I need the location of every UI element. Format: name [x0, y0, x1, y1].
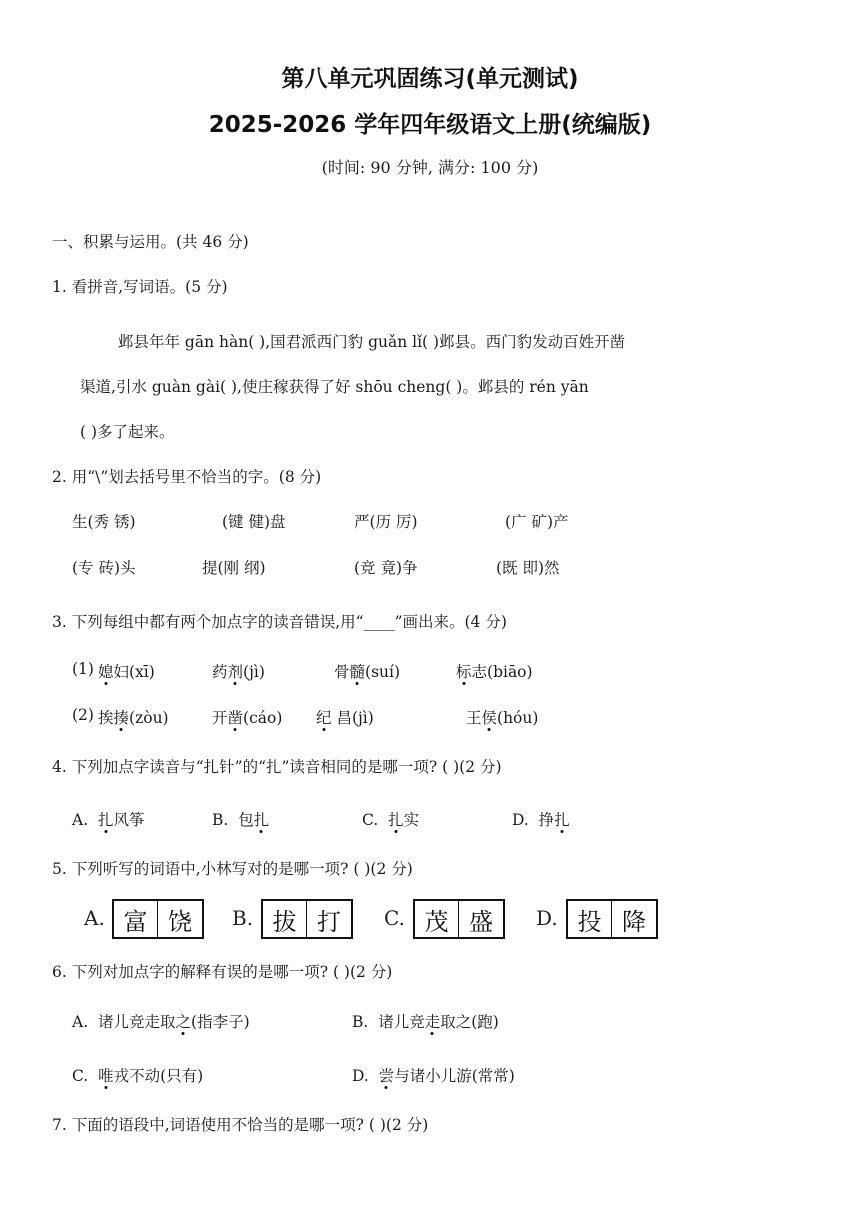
q3-item: 挨揍(zòu) — [98, 709, 169, 727]
exam-info: (时间: 90 分钟, 满分: 100 分) — [321, 158, 539, 177]
q2-item: 生(秀 锈) — [72, 513, 136, 531]
q3-item: 王侯(hóu) — [466, 709, 539, 727]
q2-item: (专 砖)头 — [72, 559, 136, 577]
grid-char: 饶 — [168, 907, 192, 936]
q5-option-b-label: B. — [232, 906, 254, 930]
emphasis-dot-char: 扎 — [554, 811, 570, 829]
grid-char: 富 — [114, 901, 158, 937]
page-subtitle-grade: 2025-2026 学年四年级语文上册(统编版) — [208, 112, 652, 138]
grid-char: 茂 — [415, 901, 459, 937]
page-title: 第八单元巩固练习(单元测试) — [281, 66, 579, 92]
q3-item: 骨髓(suí) — [334, 663, 401, 681]
q3-item: 药剂(jì) — [212, 663, 265, 681]
question-1-line-1: 邺县年年 gān hàn( ),国君派西门豹 guǎn lǐ( )邺县。西门豹发动百姓开凿 — [118, 333, 626, 351]
emphasis-dot-char: 剂 — [227, 663, 244, 681]
q4-option-b: B. 包扎 — [212, 811, 270, 829]
q6-option-a: A. 诸儿竞走取之(指李子) — [72, 1013, 250, 1031]
emphasis-dot-char: 凿 — [227, 709, 244, 727]
grid-char: 打 — [317, 907, 341, 936]
q5-option-c-grid — [413, 899, 505, 939]
emphasis-dot-char: 标 — [456, 663, 472, 681]
question-1-stem: 1. 看拼音,写词语。(5 分) — [52, 278, 228, 296]
emphasis-dot-char: 扎 — [388, 811, 404, 829]
emphasis-dot-char: 媳 — [98, 663, 114, 681]
question-1-line-2: 渠道,引水 guàn gài( ),使庄稼获得了好 shōu cheng( )。邺县的 rén yān — [80, 378, 589, 396]
question-2-stem: 2. 用“\”划去括号里不恰当的字。(8 分) — [52, 468, 322, 486]
q2-item: (既 即)然 — [496, 559, 560, 577]
q3-group-label: (1) — [72, 660, 94, 678]
q5-option-c-label: C. — [384, 906, 405, 930]
emphasis-dot-char: 侯 — [481, 709, 498, 727]
q3-item: 开凿(cáo) — [212, 709, 283, 727]
q5-option-b-grid — [261, 899, 353, 939]
emphasis-dot-char: 揍 — [113, 709, 130, 727]
grid-char: 投 — [568, 901, 612, 937]
question-3-stem: 3. 下列每组中都有两个加点字的读音错误,用“____”画出来。(4 分) — [52, 613, 507, 631]
q2-item: 严(历 厉) — [354, 513, 418, 531]
q3-item: 媳妇(xī) — [98, 663, 155, 681]
q6-option-c: C. 唯戎不动(只有) — [72, 1067, 204, 1085]
grid-char: 盛 — [469, 907, 493, 936]
q3-group-label: (2) — [72, 706, 94, 724]
emphasis-dot-char: 唯 — [98, 1067, 114, 1085]
q5-option-a-grid — [112, 899, 204, 939]
emphasis-dot-char: 走 — [424, 1013, 441, 1031]
question-7-stem: 7. 下面的语段中,词语使用不恰当的是哪一项? ( )(2 分) — [52, 1116, 429, 1134]
question-4-stem: 4. 下列加点字读音与“扎针”的“扎”读音相同的是哪一项? ( )(2 分) — [52, 758, 502, 776]
emphasis-dot-char: 尝 — [378, 1067, 395, 1085]
q4-option-a: A. 扎风筝 — [72, 811, 145, 829]
question-6-stem: 6. 下列对加点字的解释有误的是哪一项? ( )(2 分) — [52, 963, 393, 981]
question-5-stem: 5. 下列听写的词语中,小林写对的是哪一项? ( )(2 分) — [52, 860, 413, 878]
q2-item: (键 健)盘 — [222, 513, 286, 531]
emphasis-dot-char: 扎 — [97, 811, 114, 829]
q6-option-b: B. 诸儿竞走取之(跑) — [352, 1013, 499, 1031]
q2-item: (广 矿)产 — [505, 513, 569, 531]
grid-char: 拔 — [263, 901, 307, 937]
question-1-line-3: ( )多了起来。 — [80, 423, 175, 441]
q2-item: 提(刚 纲) — [202, 559, 266, 577]
q3-item: 标志(biāo) — [456, 663, 533, 681]
q5-option-d-label: D. — [536, 906, 558, 930]
q4-option-d: D. 挣扎 — [512, 811, 570, 829]
section-heading: 一、积累与运用。(共 46 分) — [52, 233, 249, 251]
q4-option-c: C. 扎实 — [362, 811, 420, 829]
emphasis-dot-char: 扎 — [253, 811, 270, 829]
q5-option-a-label: A. — [84, 906, 105, 930]
q3-item: 纪 昌(jì) — [316, 709, 374, 727]
emphasis-dot-char: 纪 — [316, 709, 332, 727]
emphasis-dot-char: 髓 — [349, 663, 366, 681]
q6-option-d: D. 尝与诸小儿游(常常) — [352, 1067, 515, 1085]
q2-item: (竞 竟)争 — [354, 559, 418, 577]
q5-option-d-grid — [566, 899, 658, 939]
grid-char: 降 — [622, 907, 646, 936]
emphasis-dot-char: 之 — [175, 1013, 192, 1031]
